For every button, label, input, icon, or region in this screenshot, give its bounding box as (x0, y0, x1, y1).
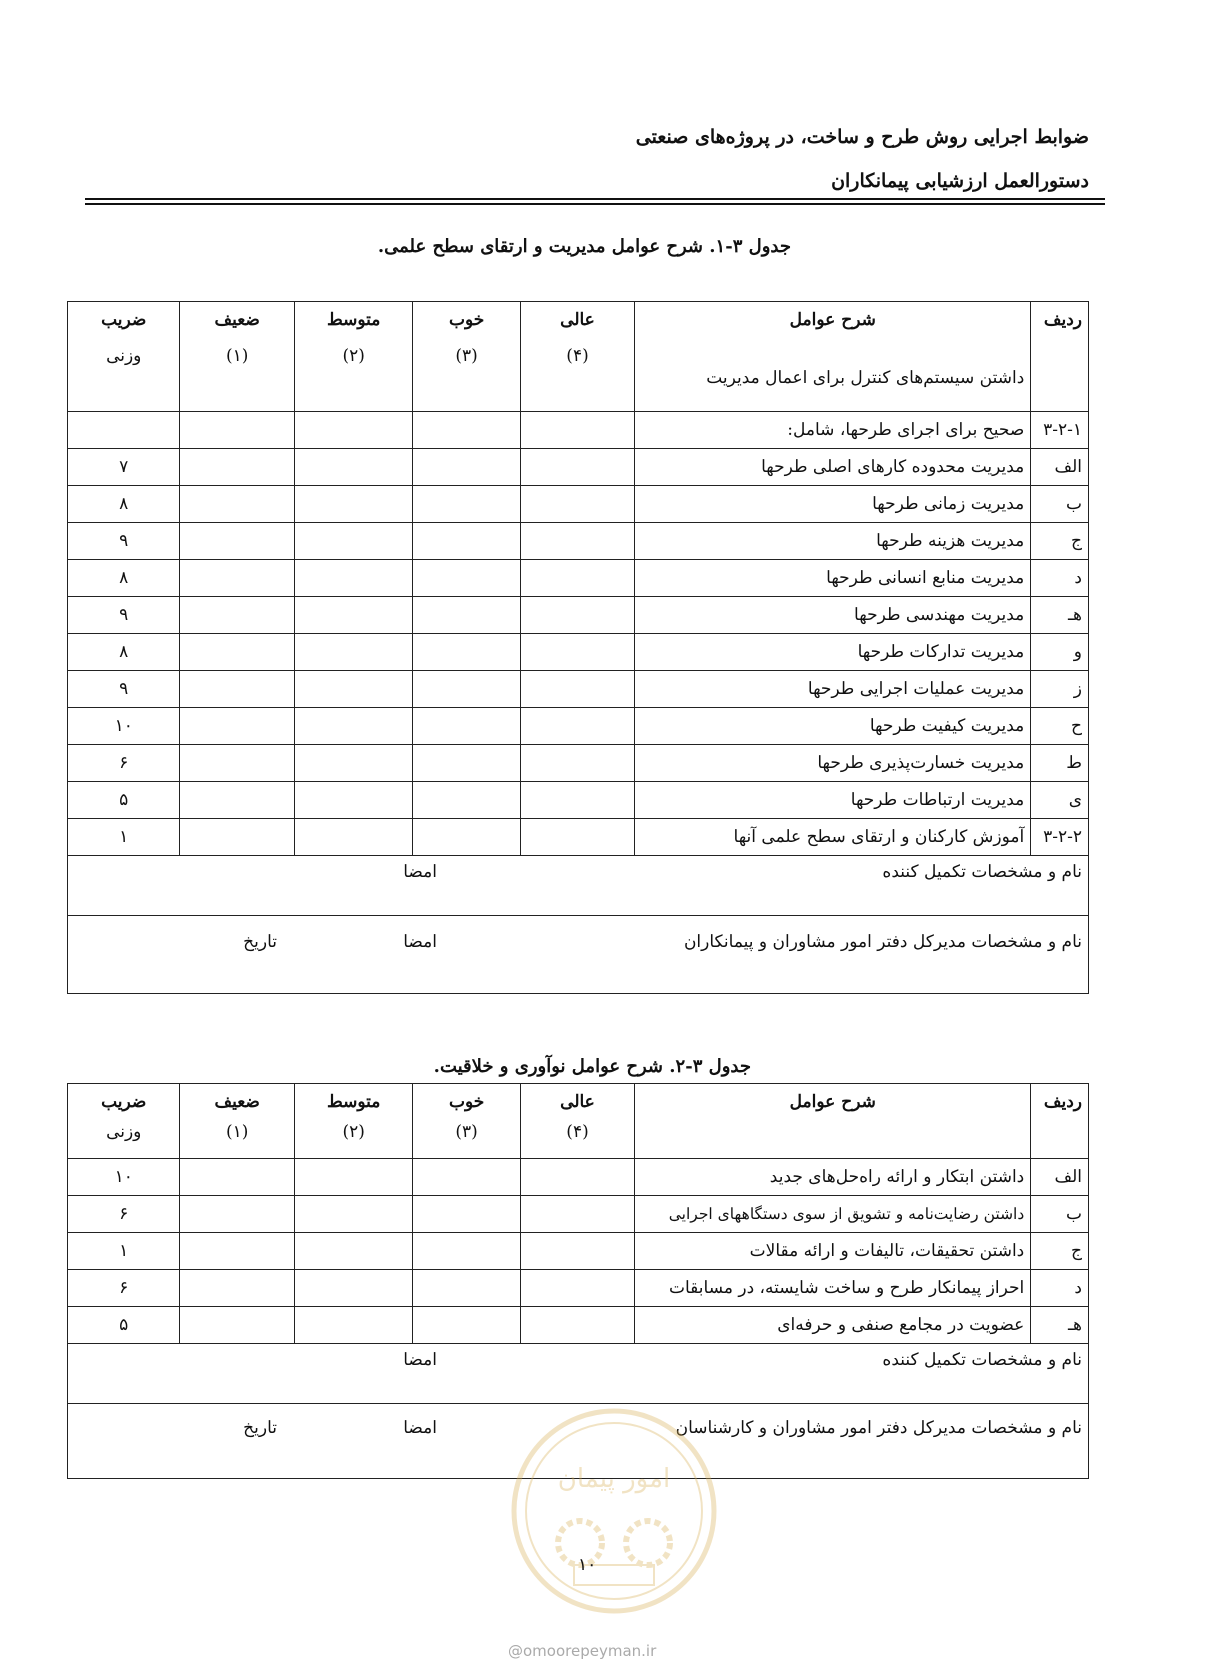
page-number: ۱۰ (578, 1555, 597, 1575)
col-good: خوب (۳) (413, 1084, 520, 1159)
table2-sign-row-1 (68, 1344, 1089, 1404)
col-good: خوب (۳) (413, 302, 520, 412)
table-row: د احراز پیمانکار طرح و ساخت شایسته، در مسابقات ۶ (68, 1270, 1089, 1307)
table-row: ۳-۲-۲ آموزش کارکنان و ارتقای سطح علمی آنها ۱ (68, 819, 1089, 856)
table2-sign2-sig: امضا (403, 1418, 437, 1438)
col-weak: ضعیف (۱) (180, 302, 294, 412)
table1-sign2-date: تاریخ (243, 932, 277, 952)
table-row: الف داشتن ابتکار و ارائه راه‌حل‌های جدید ۱۰ (68, 1159, 1089, 1196)
col-radif: ردیف (1031, 1084, 1089, 1159)
col-medium: متوسط (۲) (294, 302, 413, 412)
table-row: ج داشتن تحقیقات، تالیفات و ارائه مقالات ۱ (68, 1233, 1089, 1270)
table-row: و مدیریت تدارکات طرحها ۸ (68, 634, 1089, 671)
col-coef: ضریب وزنی (68, 1084, 180, 1159)
table1-intro-id: ۳-۲-۱ (1031, 412, 1089, 449)
table1-sign-row-1 (68, 856, 1089, 916)
table1-intro-line1: داشتن سیستم‌های کنترل برای اعمال مدیریت (706, 368, 1025, 388)
watermark-logo-text: امور پیمان (557, 1464, 671, 1494)
col-weak: ضعیف (۱) (180, 1084, 294, 1159)
table2-sign1-name: نام و مشخصات تکمیل کننده (882, 1350, 1082, 1370)
table2-sign2-name: نام و مشخصات مدیرکل دفتر امور مشاوران و کارشناسان (675, 1418, 1082, 1438)
table-row: ج مدیریت هزینه طرحها ۹ (68, 523, 1089, 560)
table2-sign2-date: تاریخ (243, 1418, 277, 1438)
table1-header-row (68, 302, 1089, 412)
table1-intro-row (68, 412, 1089, 449)
watermark-url: @omoorepeyman.ir (508, 1642, 657, 1660)
table1-sign-row-2 (68, 916, 1089, 994)
table-row: هـ عضویت در مجامع صنفی و حرفه‌ای ۵ (68, 1307, 1089, 1344)
col-excellent: عالی (۴) (520, 1084, 634, 1159)
col-coef: ضریب وزنی (68, 302, 180, 412)
col-excellent: عالی (۴) (520, 302, 634, 412)
table-row: د مدیریت منابع انسانی طرحها ۸ (68, 560, 1089, 597)
table-row: ب مدیریت زمانی طرحها ۸ (68, 486, 1089, 523)
header-subtitle: دستورالعمل ارزشیابی پیمانکاران (831, 170, 1089, 192)
header-title: ضوابط اجرایی روش طرح و ساخت، در پروژه‌های صنعتی (635, 126, 1089, 148)
col-desc: شرح عوامل (635, 1084, 1031, 1159)
table2-header-row (68, 1084, 1089, 1159)
table-row: الف مدیریت محدوده کارهای اصلی طرحها ۷ (68, 449, 1089, 486)
col-medium: متوسط (۲) (294, 1084, 413, 1159)
col-radif: ردیف (1031, 302, 1089, 412)
table2-caption: جدول ۳-۲. شرح عوامل نوآوری و خلاقیت. (433, 1056, 751, 1077)
watermark-logo (508, 1405, 720, 1617)
table1-intro-line2: صحیح برای اجرای طرحها، شامل: (635, 412, 1031, 449)
table1-sign2-sig: امضا (403, 932, 437, 952)
header-rule-bottom (85, 203, 1105, 205)
col-desc: شرح عوامل داشتن سیستم‌های کنترل برای اعمال مدیریت (635, 302, 1031, 412)
table1-sign2-name: نام و مشخصات مدیرکل دفتر امور مشاوران و پیمانکاران (683, 932, 1082, 952)
table-row: ی مدیریت ارتباطات طرحها ۵ (68, 782, 1089, 819)
table1 (67, 301, 1089, 994)
table-row: ح مدیریت کیفیت طرحها ۱۰ (68, 708, 1089, 745)
table-row: ب داشتن رضایت‌نامه و تشویق از سوی دستگاههای اجرایی ۶ (68, 1196, 1089, 1233)
table-row: ط مدیریت خسارت‌پذیری طرحها ۶ (68, 745, 1089, 782)
table1-sign1-name: نام و مشخصات تکمیل کننده (882, 862, 1082, 882)
table-row: ز مدیریت عملیات اجرایی طرحها ۹ (68, 671, 1089, 708)
table1-caption: جدول ۳-۱. شرح عوامل مدیریت و ارتقای سطح علمی. (377, 236, 791, 257)
table1-sign1-sig: امضا (403, 862, 437, 882)
header-rule-top (85, 198, 1105, 200)
table-row: هـ مدیریت مهندسی طرحها ۹ (68, 597, 1089, 634)
table2-sign1-sig: امضا (403, 1350, 437, 1370)
